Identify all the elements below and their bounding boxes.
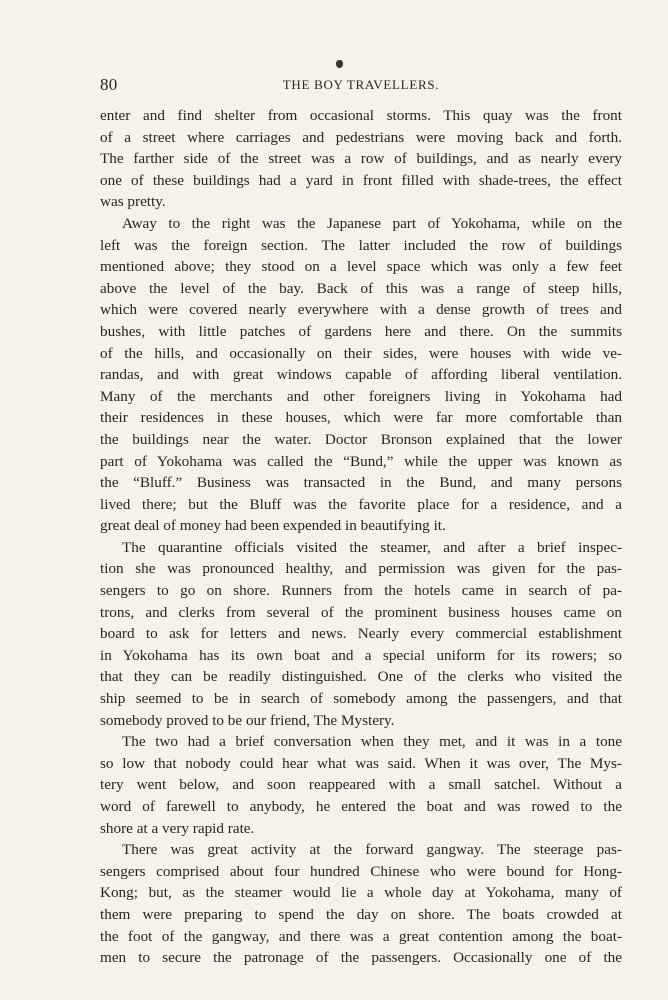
text-line: board to ask for letters and news. Nearly every commercial establishment xyxy=(100,625,622,643)
text-line: their residences in these houses, which were far more comfortable than xyxy=(100,409,622,427)
text-line: of a street where carriages and pedestrians were moving back and forth. xyxy=(100,128,622,146)
text-line: above the level of the bay. Back of this was a range of steep hills, xyxy=(100,279,622,297)
text-line: sengers to go on shore. Runners from the hotels came in search of pa- xyxy=(100,582,622,600)
text-line: bushes, with little patches of gardens here and there. On the summits xyxy=(100,322,622,340)
text-line: the buildings near the water. Doctor Bronson explained that the lower xyxy=(100,430,622,448)
text-line: trons, and clerks from several of the prominent business houses came on xyxy=(100,603,622,621)
page-header xyxy=(100,74,622,98)
text-line: that they can be readily distinguished. One of the clerks who visited the xyxy=(100,668,622,686)
text-line: tion she was pronounced healthy, and permission was given for the pas- xyxy=(100,560,622,578)
text-line: lived there; but the Bluff was the favorite place for a residence, and a xyxy=(100,495,622,513)
text-line: the foot of the gangway, and there was a great contention among the boat- xyxy=(100,927,622,945)
text-line: them were preparing to spend the day on shore. The boats crowded at xyxy=(100,905,622,923)
text-line: which were covered nearly everywhere with a dense growth of trees and xyxy=(100,301,622,319)
text-line: great deal of money had been expended in beautifying it. xyxy=(100,517,446,535)
text-line: men to secure the patronage of the passengers. Occasionally one of the xyxy=(100,949,622,967)
text-line: part of Yokohama was called the “Bund,” while the upper was known as xyxy=(100,452,622,470)
text-line: The quarantine officials visited the steamer, and after a brief inspec- xyxy=(122,538,622,556)
ornament-mark xyxy=(336,60,343,68)
text-line: of the hills, and occasionally on their sides, were houses with wide ve- xyxy=(100,344,622,362)
text-line: one of these buildings had a yard in front filled with shade-trees, the effect xyxy=(100,171,622,189)
text-line: was pretty. xyxy=(100,193,166,211)
page-number: 80 xyxy=(100,75,118,94)
text-line: ship seemed to be in search of somebody among the passengers, and that xyxy=(100,690,622,708)
text-line: mentioned above; they stood on a level space which was only a few feet xyxy=(100,258,622,276)
text-line: The farther side of the street was a row of buildings, and as nearly every xyxy=(100,150,622,168)
text-line: Away to the right was the Japanese part of Yokohama, while on the xyxy=(122,214,622,232)
running-head: THE BOY TRAVELLERS. xyxy=(282,77,440,92)
body-text xyxy=(100,105,622,969)
text-line: the “Bluff.” Business was transacted in the Bund, and many persons xyxy=(100,474,622,492)
text-line: enter and find shelter from occasional storms. This quay was the front xyxy=(100,107,622,124)
text-line: Many of the merchants and other foreigners living in Yokohama had xyxy=(100,387,622,405)
text-line: sengers comprised about four hundred Chinese who were bound for Hong- xyxy=(100,862,622,880)
text-line: randas, and with great windows capable of affording liberal ventilation. xyxy=(100,366,622,384)
text-line: Kong; but, as the steamer would lie a whole day at Yokohama, many of xyxy=(100,884,622,902)
text-line: word of farewell to anybody, he entered the boat and was rowed to the xyxy=(100,798,622,815)
text-line: somebody proved to be our friend, The Mystery. xyxy=(100,711,395,729)
text-line: tery went below, and soon reappeared with a small satchel. Without a xyxy=(100,776,622,794)
text-line: in Yokohama has its own boat and a special uniform for its rowers; so xyxy=(100,646,622,664)
text-line: so low that nobody could hear what was said. When it was over, The Mys- xyxy=(100,754,622,772)
text-line: There was great activity at the forward gangway. The steerage pas- xyxy=(122,841,622,859)
text-line: shore at a very rapid rate. xyxy=(100,819,255,837)
text-line: left was the foreign section. The latter included the row of buildings xyxy=(100,236,622,254)
text-line: The two had a brief conversation when they met, and it was in a tone xyxy=(122,733,622,751)
